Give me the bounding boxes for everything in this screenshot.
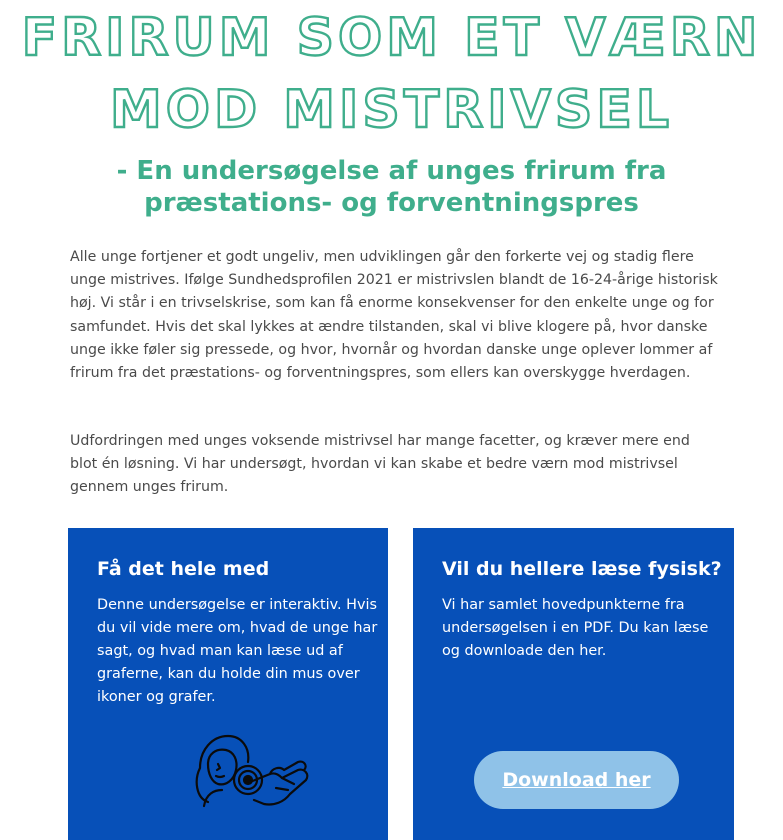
interactive-card-heading: Få det hele med [97, 558, 270, 580]
intro-paragraph-1: Alle unge fortjener et godt ungeliv, men udviklingen går den forkerte vej og stadig flere unge mistrives. Ifølge Sundhedsprofilen 2021 er mistrivslen blandt de 16-24-årige historisk høj. Vi står i en trivselskrise, som kan få enorme konsekvenser for den enkelte unge og for samfundet. Hvis det skal lykkes at ændre tilstanden, skal vi blive klogere på, hvor danske unge ikke føler sig pressede, og hvor, hvornår og hvordan danske unge oplever lommer af frirum fra det præstations- og forventningspres, som ellers kan overskygge hverdagen. [70, 249, 718, 382]
subtitle-line-2: præstations- og forventningspres [144, 188, 639, 218]
touch-hand-icon [186, 728, 316, 810]
download-info-card [413, 528, 734, 840]
interactive-card-text: Denne undersøgelse er interaktiv. Hvis du vil vide mere om, hvad de unge har sagt, og hvad man kan læse ud af graferne, kan du holde din mus over ikoner og grafer. [97, 597, 378, 705]
subtitle-line-1: - En undersøgelse af unges frirum fra [116, 156, 667, 186]
page-subtitle [0, 155, 783, 219]
title-line-2: MOD MISTRIVSEL [110, 80, 673, 140]
interactive-info-card [68, 528, 388, 840]
download-card-heading: Vil du hellere læse fysisk? [442, 558, 722, 580]
intro-paragraph-2: Udfordringen med unges voksende mistrivsel har mange facetter, og kræver mere end blot én løsning. Vi har undersøgt, hvordan vi kan skabe et bedre værn mod mistrivsel gennem unges frirum. [70, 433, 690, 496]
download-button[interactable]: Download her [474, 751, 679, 809]
title-line-1: FRIRUM SOM ET VÆRN [21, 8, 762, 68]
download-card-text: Vi har samlet hovedpunkterne fra undersøgelsen i en PDF. Du kan læse og downloade den her. [442, 597, 709, 659]
